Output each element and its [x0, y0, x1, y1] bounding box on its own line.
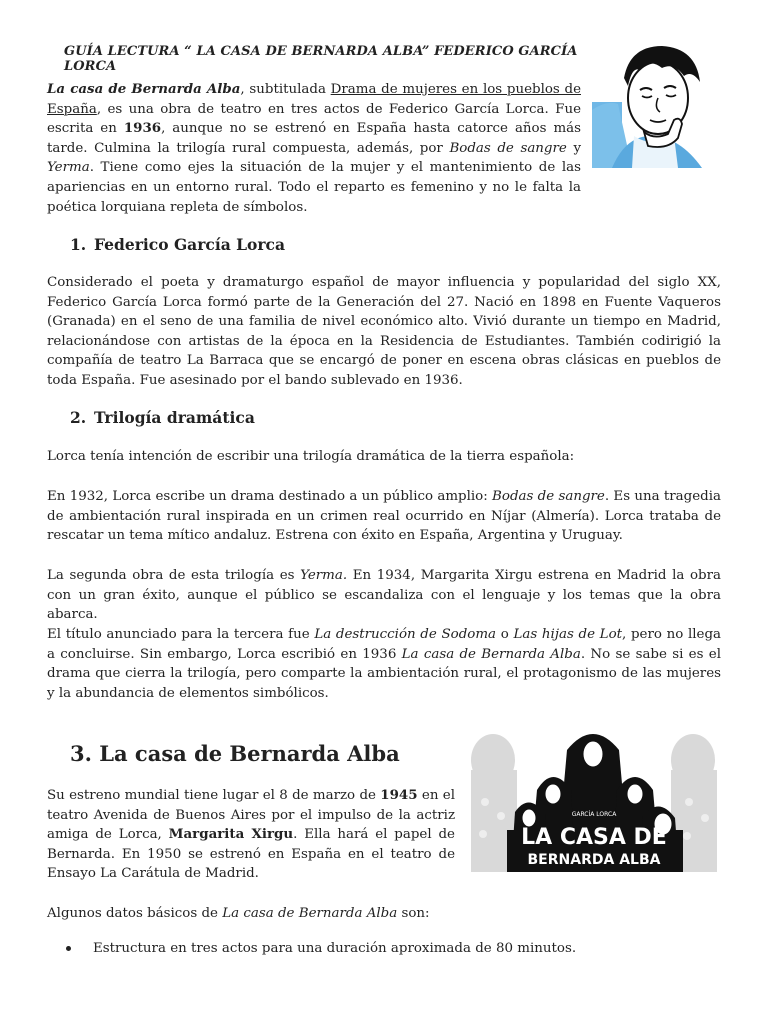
section-2-bodas-paragraph: En 1932, Lorca escribe un drama destinado a un público amplio: Bodas de sangre. Es una tragedia de ambientación rural inspirada en un crimen real ocurrido en Níjar (Almería). Lorca trataba de rescatar un tema mítico andaluz. Estrena con éxito en España, Argentina y Uruguay. — [47, 489, 721, 544]
document-title: GUÍA LECTURA “ LA CASA DE BERNARDA ALBA” FEDERICO GARCÍA LORCA — [64, 44, 578, 74]
poster-author: GARCÍA LORCA — [571, 811, 617, 818]
bullet-item: Estructura en tres actos para una duración aproximada de 80 minutos. — [93, 941, 577, 956]
section-3-data-intro: Algunos datos básicos de La casa de Bernarda Alba son: — [47, 906, 430, 921]
poster-title-line-2: BERNARDA ALBA — [527, 852, 661, 868]
poster-title-line-1: LA CASA DE — [521, 825, 667, 850]
section-1-heading: 1. Federico García Lorca — [70, 235, 286, 254]
bullet-marker — [66, 946, 71, 951]
section-2-yerma-paragraph: La segunda obra de esta trilogía es Yerma. En 1934, Margarita Xirgu estrena en Madrid la obra con un gran éxito, aunque el público se escandaliza con el lenguaje y los temas que la obra abarca. — [47, 568, 722, 623]
section-2-intro: Lorca tenía intención de escribir una trilogía dramática de la tierra española: — [47, 449, 575, 464]
section-1-paragraph: Considerado el poeta y dramaturgo español de mayor influencia y popularidad del siglo XX, Federico García Lorca formó parte de la Generación del 27. Nació en 1898 en Fuente Vaqueros (Granada) en el seno de una familia de nivel económico alto. Vivió durante un tiempo en Madrid, relacionándose con artistas de la época en la Residencia de Estudiantes. También codirigió la compañía de teatro La Barraca que se encargó de poner en escena obras clásicas en pueblos de toda España. Fue asesinado por el bando sublevado en 1936. — [47, 275, 721, 388]
bernarda-alba-poster-image — [467, 720, 721, 872]
section-3-heading: 3. La casa de Bernarda Alba — [70, 741, 400, 766]
section-2-third-paragraph: El título anunciado para la tercera fue La destrucción de Sodoma o Las hijas de Lot, pero no llega a concluirse. Sin embargo, Lorca escribió en 1936 La casa de Bernarda Alba. No se sabe si es el drama que cierra la trilogía, pero comparte la ambientación rural, el protagonismo de las mujeres y la abundancia de elementos simbólicos. — [47, 627, 722, 701]
lorca-portrait-image — [592, 40, 714, 168]
intro-paragraph: La casa de Bernarda Alba, subtitulada Drama de mujeres en los pueblos de España, es una obra de teatro en tres actos de Federico García Lorca. Fue escrita en 1936, aunque no se estrenó en España hasta catorce años más tarde. Culmina la trilogía rural compuesta, además, por Bodas de sangre y Yerma. Tiene como ejes la situación de la mujer y el mantenimiento de las apariencias en un entorno rural. Todo el reparto es femenino y no le falta la poética lorquiana repleta de símbolos. — [47, 81, 582, 215]
section-3-premiere-paragraph: Su estreno mundial tiene lugar el 8 de marzo de 1945 en el teatro Avenida de Buenos Aires por el impulso de la actriz amiga de Lorca, Margarita Xirgu. Ella hará el papel de Bernarda. En 1950 se estrenó en España en el teatro de Ensayo La Carátula de Madrid. — [47, 787, 455, 882]
section-2-heading: 2. Trilogía dramática — [70, 408, 255, 427]
